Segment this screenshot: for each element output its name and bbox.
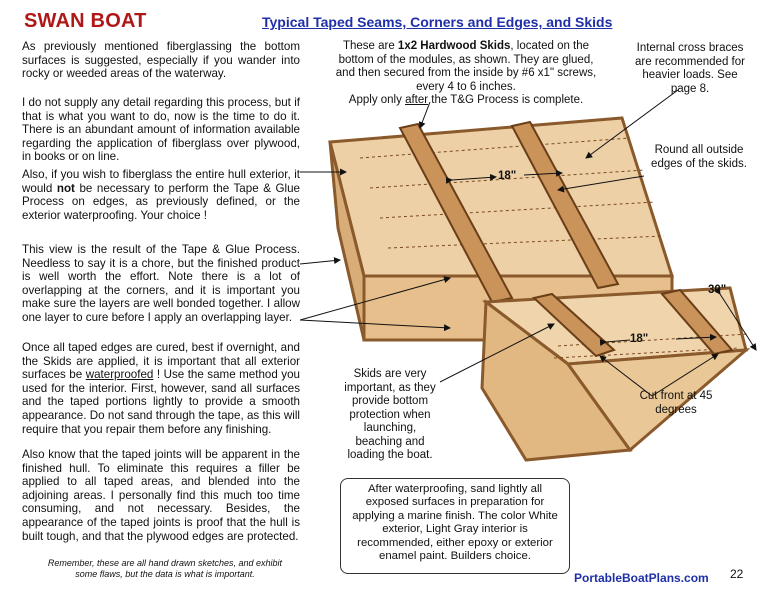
skids-importance-callout: Skids are very important, as they provide bottom protection when launching, beaching and loading the boat.	[344, 368, 436, 461]
dimension-18-top-label: 18"	[498, 170, 517, 182]
brand-title: SWAN BOAT	[24, 10, 147, 32]
text-segment: ! Use the same method you used for the interior. First, however, sand all surfaces and the taped portions lightly to provide a smooth appearance. Do not sand through the tape, as this will require that you repair them before any finishing.	[22, 368, 300, 436]
text-segment: Also, if you wish to fiberglass the entire hull exterior, it would	[22, 168, 300, 195]
cross-braces-callout: Internal cross braces are recommended for heavier loads. See page 8.	[635, 42, 745, 95]
paragraph-taped-joints: Also know that the taped joints will be apparent in the finished hull. To eliminate this requires a filler be applied to all taped areas, and blended into the adjoining areas. I personally find this much too time consuming, and not necessary. Besides, the appearance of the taped joints is proof that the hull is built tough, and that the plywood edges are protected.	[22, 448, 300, 543]
dimension-18-front-label: 18"	[630, 333, 649, 345]
text-segment: be necessary to perform the Tape & Glue Process on edges, as previously defined, or the exterior waterproofing. Your choice !	[22, 181, 301, 222]
text-segment: Apply only	[348, 94, 406, 106]
paragraph-fiberglass-intro: As previously mentioned fiberglassing the bottom surfaces is suggested, especially if you wander into rocky or weeded areas of the waterway.	[22, 40, 300, 81]
round-edges-callout: Round all outside edges of the skids.	[651, 144, 747, 170]
paragraph-tape-glue: This view is the result of the Tape & Glue Process. Needless to say it is a chore, but the finished product is well worth the effort. Note there is a lot of overlapping at the corners, and it is important you make sure the layers are well bonded together. I allow one layer to cure before I apply an overlapping layer.	[22, 243, 300, 324]
leader-line	[300, 260, 340, 264]
emphasis-after: after	[405, 94, 429, 106]
paragraph-waterproofing	[22, 341, 300, 436]
text-segment: , located on the bottom of the modules, as shown. They are glued, and then secured from the inside by #6 x1" screws, every 4 to 6 inches.	[335, 40, 597, 93]
website-link[interactable]: PortableBoatPlans.com	[574, 571, 709, 585]
paragraph-fiberglass-detail: I do not supply any detail regarding this process, but if that is what you want to do, now is the time to do it. There is an abundant amount of information available regarding the application of fiberglass over plywood, in books or on line.	[22, 96, 300, 164]
cut-front-callout: Cut front at 45 degrees	[639, 390, 713, 416]
text-segment: These are	[342, 40, 398, 52]
paragraph-hull-exterior	[22, 168, 300, 222]
front-module	[482, 288, 748, 460]
finish-instructions-box: After waterproofing, sand lightly all exposed surfaces in preparation for applying a marine finish. The color White exterior, Light Gray interior is recommended, either epoxy or exterior enamel paint. Builders choice.	[340, 478, 570, 574]
dimension-30-label: 30"	[708, 284, 727, 296]
footer-note: Remember, these are all hand drawn sketches, and exhibit some flaws, but the data is what is important.	[47, 558, 283, 579]
text-segment: Once all taped edges are cured, best if overnight, and the Skids are applied, it is important that all exterior surfaces be	[22, 341, 300, 382]
skids-callout	[332, 40, 600, 108]
emphasis-skids: 1x2 Hardwood Skids	[397, 40, 511, 52]
emphasis-not: not	[56, 181, 75, 195]
page-number: 22	[730, 567, 744, 581]
text-segment: the T&G Process is complete.	[428, 94, 584, 106]
emphasis-waterproofed: waterproofed	[85, 368, 154, 382]
page-title: Typical Taped Seams, Corners and Edges, and Skids	[262, 14, 613, 30]
